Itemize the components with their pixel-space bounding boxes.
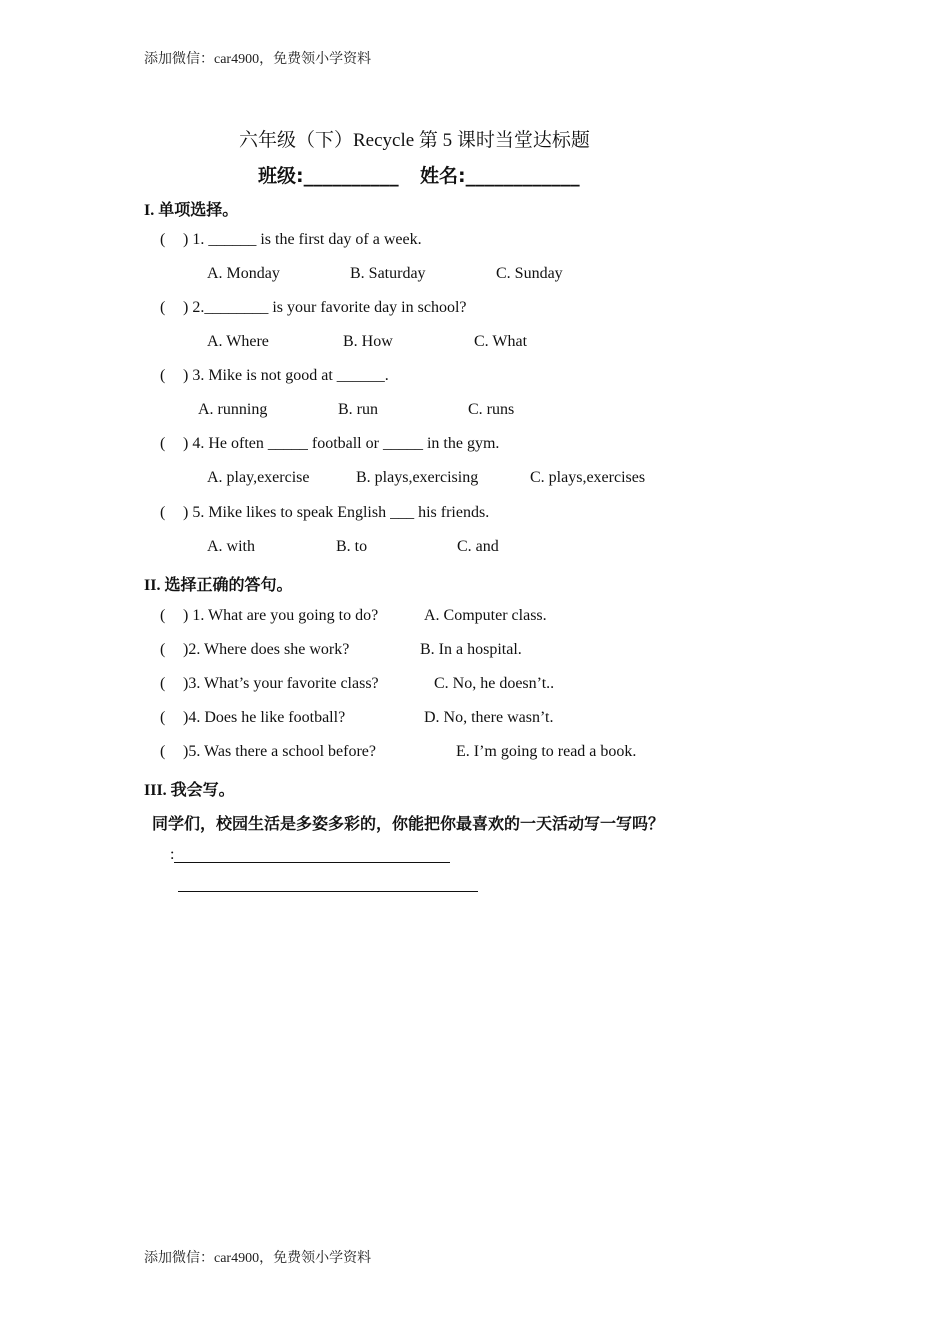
match-answer-b: B. In a hospital.: [420, 641, 522, 658]
match-paren: (: [160, 709, 166, 726]
question-5-text: ) 5. Mike likes to speak English ___ his friends.: [183, 504, 490, 521]
question-3-option-a: A. running: [198, 401, 268, 418]
class-field-label: 班级:__________: [258, 165, 399, 187]
match-question-2: )2. Where does she work?: [183, 641, 350, 658]
question-5-option-b: B. to: [336, 538, 368, 555]
question-paren: (: [160, 231, 166, 248]
question-2-text: ) 2.________ is your favorite day in school?: [183, 299, 467, 316]
match-question-4: )4. Does he like football?: [183, 709, 346, 726]
question-2-option-c: C. What: [474, 333, 528, 350]
question-4-text: ) 4. He often _____ football or _____ in the gym.: [183, 435, 500, 452]
match-question-3: )3. What’s your favorite class?: [183, 675, 379, 692]
question-5-option-c: C. and: [457, 538, 499, 555]
question-2-option-b: B. How: [343, 333, 393, 350]
question-1-option-b: B. Saturday: [350, 265, 426, 282]
question-paren: (: [160, 367, 166, 384]
section-3-heading: III. 我会写。: [144, 782, 235, 799]
question-4-option-b: B. plays,exercising: [356, 469, 479, 486]
match-answer-d: D. No, there wasn’t.: [424, 709, 554, 726]
writing-line-2: [178, 891, 478, 892]
question-4-option-a: A. play,exercise: [207, 469, 310, 486]
match-answer-a: A. Computer class.: [424, 607, 547, 624]
question-1-option-a: A. Monday: [207, 265, 280, 282]
section-1-heading: I. 单项选择。: [144, 202, 239, 219]
match-answer-e: E. I’m going to read a book.: [456, 743, 637, 760]
match-answer-c: C. No, he doesn’t..: [434, 675, 555, 692]
writing-prompt: 同学们，校园生活是多姿多彩的，你能把你最喜欢的一天活动写一写吗？: [152, 816, 665, 833]
match-paren: (: [160, 641, 166, 658]
question-5-option-a: A. with: [207, 538, 255, 555]
question-3-option-c: C. runs: [468, 401, 515, 418]
page-footer: 添加微信：car4900，免费领小学资料: [144, 1251, 372, 1266]
match-paren: (: [160, 607, 166, 624]
match-paren: (: [160, 743, 166, 760]
match-paren: (: [160, 675, 166, 692]
question-1-option-c: C. Sunday: [496, 265, 563, 282]
page-header: 添加微信：car4900，免费领小学资料: [144, 52, 372, 67]
question-3-text: ) 3. Mike is not good at ______.: [183, 367, 389, 384]
question-3-option-b: B. run: [338, 401, 378, 418]
writing-colon: :: [170, 846, 175, 863]
question-4-option-c: C. plays,exercises: [530, 469, 646, 486]
match-question-1: ) 1. What are you going to do?: [183, 607, 379, 624]
question-1-text: ) 1. ______ is the first day of a week.: [183, 231, 422, 248]
name-field-label: 姓名:____________: [420, 165, 580, 187]
question-paren: (: [160, 435, 166, 452]
question-2-option-a: A. Where: [207, 333, 269, 350]
match-question-5: )5. Was there a school before?: [183, 743, 376, 760]
question-paren: (: [160, 504, 166, 521]
question-paren: (: [160, 299, 166, 316]
section-2-heading: II. 选择正确的答句。: [144, 577, 293, 594]
writing-line-1: [174, 862, 450, 863]
worksheet-title: 六年级（下）Recycle 第 5 课时当堂达标题: [239, 130, 590, 151]
